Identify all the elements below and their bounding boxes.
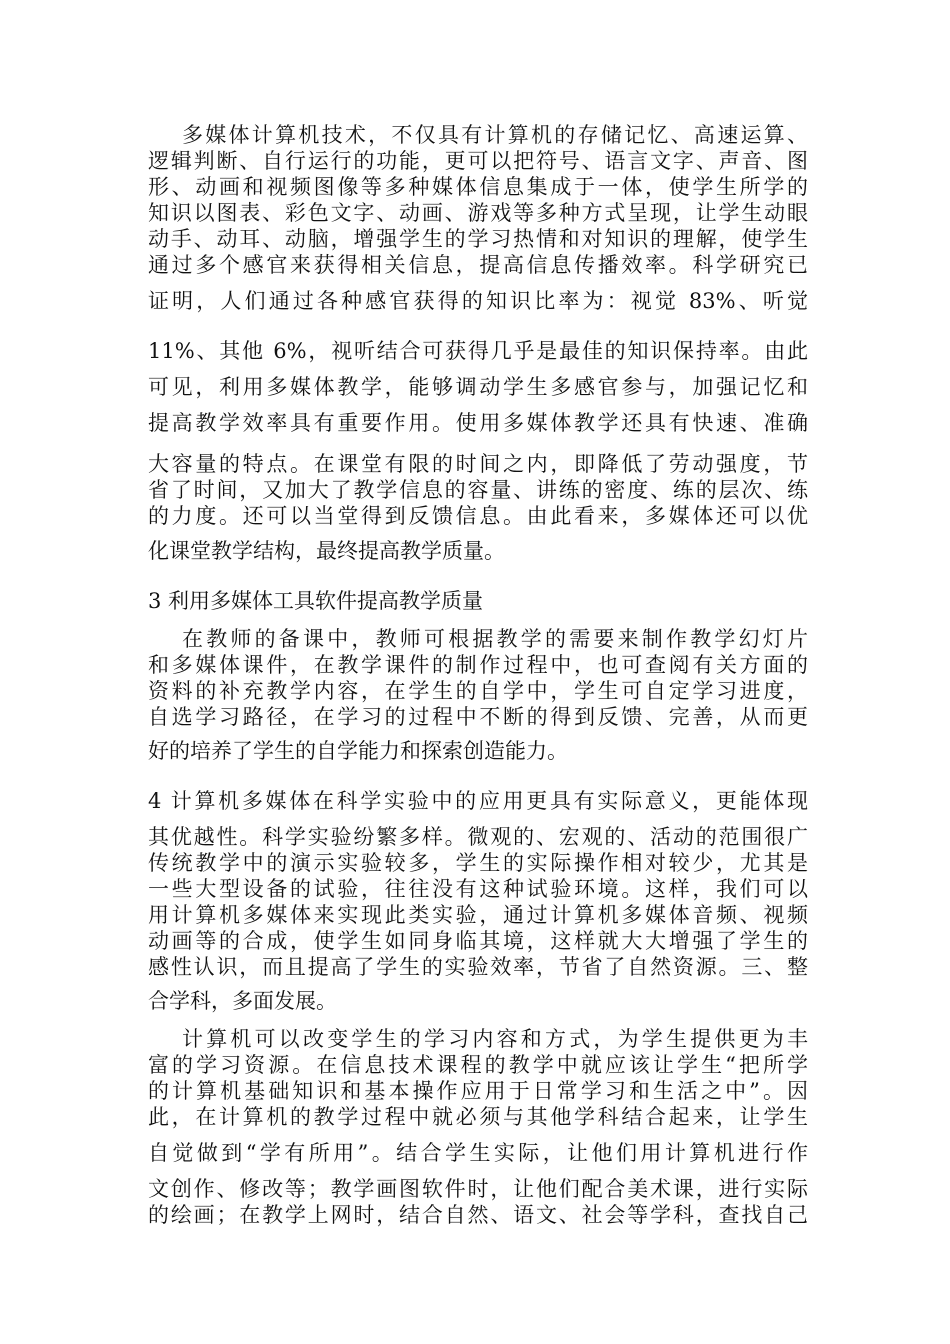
paragraph-line: 通过多个感官来获得相关信息，提高信息传播效率。科学研究已 bbox=[148, 253, 808, 277]
paragraph-line: 化课堂教学结构，最终提高教学质量。 bbox=[148, 539, 505, 563]
paragraph-line: 合学科，多面发展。 bbox=[148, 989, 337, 1013]
paragraph-line: 富的学习资源。在信息技术课程的教学中就应该让学生“把所学 bbox=[148, 1053, 808, 1077]
paragraph-line: 在教师的备课中，教师可根据教学的需要来制作教学幻灯片 bbox=[182, 627, 808, 651]
paragraph-line: 感性认识，而且提高了学生的实验效率，节省了自然资源。三、整 bbox=[148, 955, 808, 979]
paragraph-line: 多媒体计算机技术，不仅具有计算机的存储记忆、高速运算、 bbox=[182, 123, 808, 147]
paragraph-line: 其优越性。科学实验纷繁多样。微观的、宏观的、活动的范围很广 bbox=[148, 825, 808, 849]
paragraph-line: 动手、动耳、动脑，增强学生的学习热情和对知识的理解，使学生 bbox=[148, 227, 808, 251]
paragraph-line: 逻辑判断、自行运行的功能，更可以把符号、语言文字、声音、图 bbox=[148, 149, 808, 173]
paragraph-line: 的计算机基础知识和基本操作应用于日常学习和生活之中”。因 bbox=[148, 1079, 808, 1103]
paragraph-line: 证明，人们通过各种感官获得的知识比率为：视觉 83%、听觉 bbox=[148, 289, 808, 313]
paragraph-line: 的力度。还可以当堂得到反馈信息。由此看来，多媒体还可以优 bbox=[148, 504, 808, 528]
paragraph-line: 资料的补充教学内容，在学生的自学中，学生可自定学习进度， bbox=[148, 679, 808, 703]
paragraph-line: 计算机可以改变学生的学习内容和方式，为学生提供更为丰 bbox=[182, 1027, 808, 1051]
paragraph-line: 提高教学效率具有重要作用。使用多媒体教学还具有快速、准确 bbox=[148, 411, 808, 435]
paragraph-line: 自觉做到“学有所用”。结合学生实际，让他们用计算机进行作 bbox=[148, 1141, 808, 1165]
paragraph-line: 此，在计算机的教学过程中就必须与其他学科结合起来，让学生 bbox=[148, 1105, 808, 1129]
paragraph-line: 知识以图表、彩色文字、动画、游戏等多种方式呈现，让学生动眼 bbox=[148, 201, 808, 225]
paragraph-line: 的绘画；在教学上网时，结合自然、语文、社会等学科，查找自己 bbox=[148, 1203, 808, 1227]
paragraph-line: 省了时间，又加大了教学信息的容量、讲练的密度、练的层次、练 bbox=[148, 478, 808, 502]
section-heading: 3 利用多媒体工具软件提高教学质量 bbox=[148, 589, 484, 613]
paragraph-line: 动画等的合成，使学生如同身临其境，这样就大大增强了学生的 bbox=[148, 929, 808, 953]
paragraph-line: 可见，利用多媒体教学，能够调动学生多感官参与，加强记忆和 bbox=[148, 375, 808, 399]
paragraph-line: 和多媒体课件，在教学课件的制作过程中，也可查阅有关方面的 bbox=[148, 653, 808, 677]
paragraph-line: 用计算机多媒体来实现此类实验，通过计算机多媒体音频、视频 bbox=[148, 903, 808, 927]
paragraph-line: 一些大型设备的试验，往往没有这种试验环境。这样，我们可以 bbox=[148, 877, 808, 901]
paragraph-line: 11%、其他 6%，视听结合可获得几乎是最佳的知识保持率。由此 bbox=[148, 339, 808, 363]
paragraph-line: 文创作、修改等；教学画图软件时，让他们配合美术课，进行实际 bbox=[148, 1177, 808, 1201]
paragraph-line: 传统教学中的演示实验较多，学生的实际操作相对较少，尤其是 bbox=[148, 851, 808, 875]
paragraph-line: 自选学习路径，在学习的过程中不断的得到反馈、完善，从而更 bbox=[148, 705, 808, 729]
paragraph-line: 4 计算机多媒体在科学实验中的应用更具有实际意义，更能体现 bbox=[148, 789, 808, 813]
paragraph-line: 形、动画和视频图像等多种媒体信息集成于一体，使学生所学的 bbox=[148, 175, 808, 199]
paragraph-line: 好的培养了学生的自学能力和探索创造能力。 bbox=[148, 739, 568, 763]
paragraph-line: 大容量的特点。在课堂有限的时间之内，即降低了劳动强度，节 bbox=[148, 452, 808, 476]
